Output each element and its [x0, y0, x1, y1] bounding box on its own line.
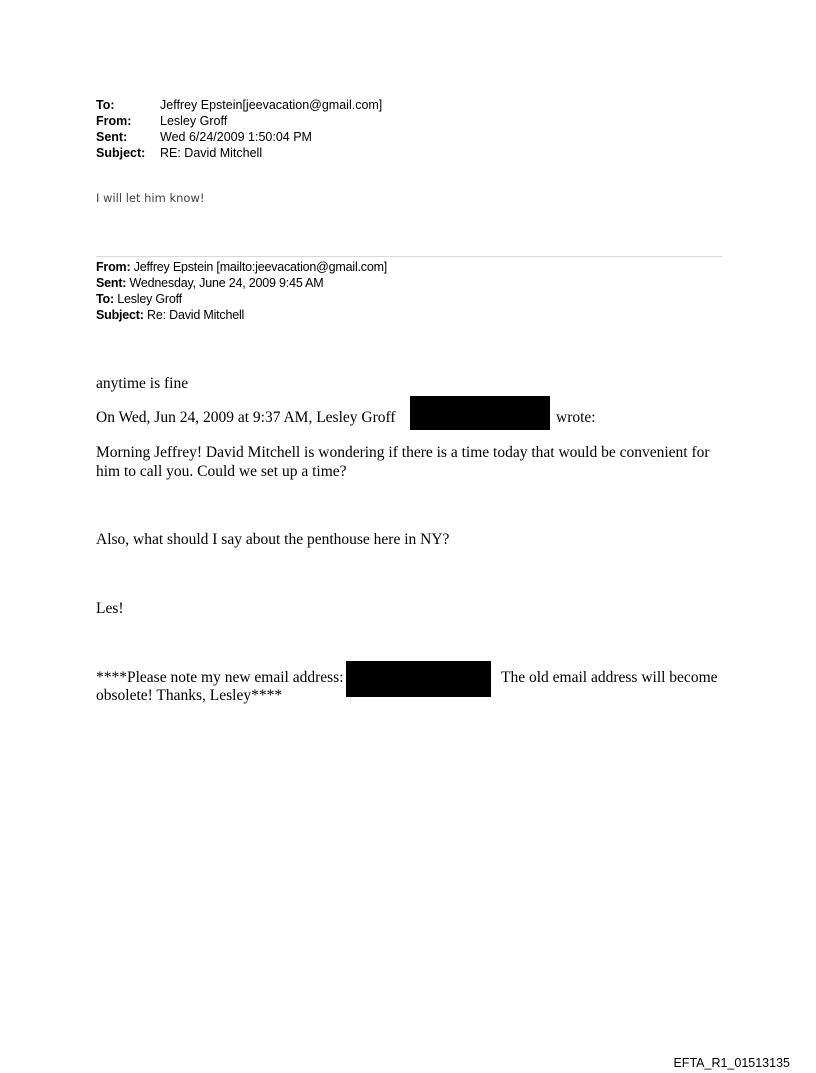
- orig-sent-value: Wednesday, June 24, 2009 9:45 AM: [129, 276, 324, 290]
- quote-divider: [96, 256, 722, 257]
- orig-from-label: From:: [96, 260, 131, 274]
- original-message-header: [96, 259, 387, 323]
- redaction-box: [410, 396, 550, 430]
- email-header: [96, 97, 382, 161]
- to-label: To:: [96, 98, 115, 112]
- orig-subject-label: Subject:: [96, 308, 144, 322]
- header-sent-row: [96, 129, 382, 145]
- header-from-row: [96, 113, 382, 129]
- body-paragraph-les: Les!: [96, 600, 124, 617]
- quote-intro-after: wrote:: [556, 409, 596, 426]
- body-paragraph-penthouse: Also, what should I say about the penthouse here in NY?: [96, 531, 450, 548]
- note-line2: obsolete! Thanks, Lesley****: [96, 687, 283, 704]
- note-before: ****Please note my new email address:: [96, 669, 344, 686]
- orig-to-value: Lesley Groff: [117, 292, 182, 306]
- sent-label: Sent:: [96, 130, 128, 144]
- orig-to-row: [96, 291, 387, 307]
- orig-sent-label: Sent:: [96, 276, 127, 290]
- quote-intro-before: On Wed, Jun 24, 2009 at 9:37 AM, Lesley Groff: [96, 409, 396, 426]
- orig-subject-value: Re: David Mitchell: [147, 308, 245, 322]
- note-after: The old email address will become: [501, 669, 718, 686]
- orig-sent-row: [96, 275, 387, 291]
- document-id: EFTA_R1_01513135: [673, 1056, 790, 1070]
- body-paragraph-morning: Morning Jeffrey! David Mitchell is wondering if there is a time today that would be convenient for him to call you. Could we set up a time?: [96, 444, 710, 480]
- orig-from-row: [96, 259, 387, 275]
- orig-to-label: To:: [96, 292, 114, 306]
- body-line-anytime: anytime is fine: [96, 375, 189, 392]
- reply-text: I will let him know!: [96, 191, 205, 205]
- subject-label: Subject:: [96, 146, 146, 160]
- header-subject-row: [96, 145, 382, 161]
- orig-subject-row: [96, 307, 387, 323]
- from-value: Lesley Groff: [160, 114, 228, 128]
- from-label: From:: [96, 114, 132, 128]
- sent-value: Wed 6/24/2009 1:50:04 PM: [160, 130, 312, 144]
- to-value: Jeffrey Epstein[jeevacation@gmail.com]: [160, 98, 383, 112]
- subject-value: RE: David Mitchell: [160, 146, 263, 160]
- orig-from-value: Jeffrey Epstein [mailto:jeevacation@gmail.com]: [133, 260, 388, 274]
- header-to-row: [96, 97, 382, 113]
